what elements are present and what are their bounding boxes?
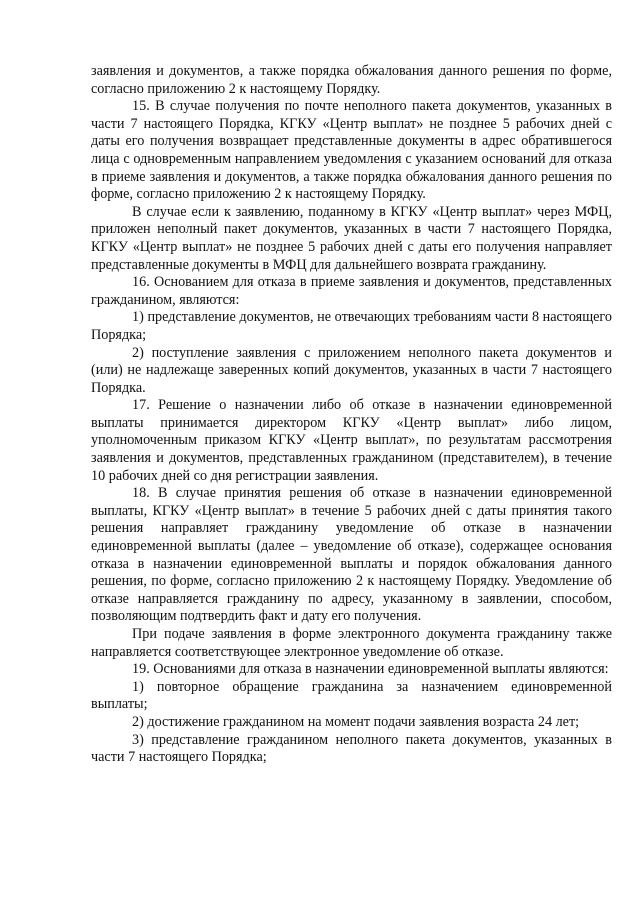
paragraph-19: 19. Основаниями для отказа в назначении единовременной выплаты являются: xyxy=(132,661,609,678)
paragraph-17: 17. Решение о назначении либо об отказе в назначении единовременной выплаты принимается директором КГКУ «Центр выплат» либо лицом, уполномоченным приказом КГКУ «Центр выплат», по результатам рассмотрения заявления и документов, представленных гражданином (представителем), в течение 10 рабочих дней со дня регистрации заявления. xyxy=(91,397,612,484)
paragraph-16: 16. Основанием для отказа в приеме заявления и документов, представленных гражданином, являются: xyxy=(91,274,612,308)
paragraph-19-item-3: 3) представление гражданином неполного пакета документов, указанных в части 7 настоящего Порядка; xyxy=(91,731,612,766)
paragraph-19-item-1: 1) повторное обращение гражданина за назначением единовременной выплаты; xyxy=(91,678,612,713)
paragraph-15-mfc: В случае если к заявлению, поданному в КГКУ «Центр выплат» через МФЦ, приложен неполный пакет документов, указанных в части 7 настоящего Порядка, КГКУ «Центр выплат» не позднее 5 рабочих дней с даты его получения направляет представленные документы в МФЦ для дальнейшего возврата гражданину. xyxy=(91,203,612,273)
paragraph-15: 15. В случае получения по почте неполного пакета документов, указанных в части 7 настоящего Порядка, КГКУ «Центр выплат» не позднее 5 рабочих дней с даты его получения возвращает представленные документы в адрес обратившегося лица с одновременным направлением уведомления с указанием оснований для отказа в приеме заявления и документов, а также порядка обжалования данного решения по форме, согласно приложению 2 к настоящему Порядку. xyxy=(91,98,612,203)
paragraph-16-item-2: 2) поступление заявления с приложением неполного пакета документов и (или) не надлежаще заверенных копий документов, указанных в части 7 настоящего Порядка. xyxy=(91,344,612,396)
paragraph-18: 18. В случае принятия решения об отказе в назначении единовременной выплаты, КГКУ «Центр выплат» в течение 5 рабочих дней с даты принятия такого решения направляет гражданину уведомление об отказе в назначении единовременной выплаты (далее – уведомление об отказе), содержащее основания отказа в назначении единовременной выплаты и порядок обжалования данного решения, по форме, согласно приложению 2 к настоящему Порядку. Уведомление об отказе направляется гражданину по адресу, указанному в заявлении, способом, позволяющим подтвердить факт и дату его получения. xyxy=(91,485,612,625)
paragraph-continuation: заявления и документов, а также порядка обжалования данного решения по форме, согласно приложению 2 к настоящему Порядку. xyxy=(91,63,612,97)
paragraph-18-electronic: При подаче заявления в форме электронного документа гражданину также направляется соответствующее электронное уведомление об отказе. xyxy=(91,626,612,660)
document-page xyxy=(91,63,612,767)
paragraph-19-item-2: 2) достижение гражданином на момент подачи заявления возраста 24 лет; xyxy=(132,713,580,730)
paragraph-16-item-1: 1) представление документов, не отвечающих требованиям части 8 настоящего Порядка; xyxy=(91,309,612,343)
